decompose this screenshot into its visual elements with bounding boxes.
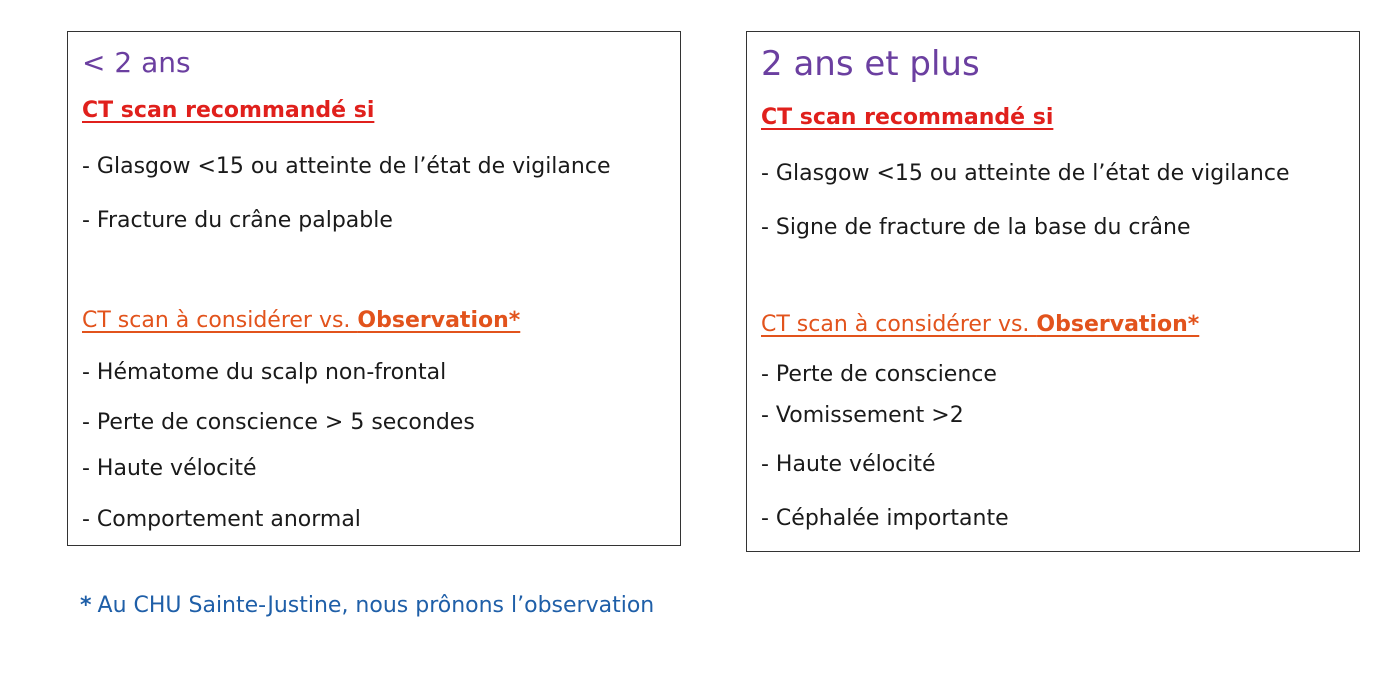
recommended-item: - Fracture du crâne palpable: [82, 208, 393, 233]
consider-item: - Haute vélocité: [82, 456, 257, 481]
consider-heading-text: CT scan à considérer vs.: [761, 312, 1037, 337]
panel-2-years-and-over: [746, 31, 1360, 552]
consider-heading-strong: Observation*: [1036, 312, 1200, 337]
consider-heading-text: CT scan à considérer vs.: [82, 308, 358, 333]
recommended-item: - Glasgow <15 ou atteinte de l’état de vigilance: [761, 161, 1290, 186]
recommended-item: - Signe de fracture de la base du crâne: [761, 215, 1191, 240]
consider-item: - Haute vélocité: [761, 452, 936, 477]
footnote-text: Au CHU Sainte-Justine, nous prônons l’observation: [97, 593, 655, 618]
panel-title: 2 ans et plus: [761, 44, 980, 84]
consider-item: - Perte de conscience: [761, 362, 997, 387]
consider-item: - Hématome du scalp non-frontal: [82, 360, 447, 385]
consider-item: - Céphalée importante: [761, 506, 1009, 531]
consider-item: - Perte de conscience > 5 secondes: [82, 410, 475, 435]
consider-heading: [82, 308, 520, 333]
panel-under-2-years: [67, 31, 681, 546]
consider-item: - Vomissement >2: [761, 403, 964, 428]
footnote: [80, 593, 654, 618]
recommended-heading: CT scan recommandé si: [82, 98, 375, 123]
recommended-heading: CT scan recommandé si: [761, 105, 1054, 130]
panel-title: < 2 ans: [82, 46, 191, 79]
recommended-item: - Glasgow <15 ou atteinte de l’état de vigilance: [82, 154, 611, 179]
consider-item: - Comportement anormal: [82, 507, 361, 532]
consider-heading-strong: Observation*: [357, 308, 521, 333]
consider-heading: [761, 312, 1199, 337]
footnote-star: *: [80, 593, 92, 618]
